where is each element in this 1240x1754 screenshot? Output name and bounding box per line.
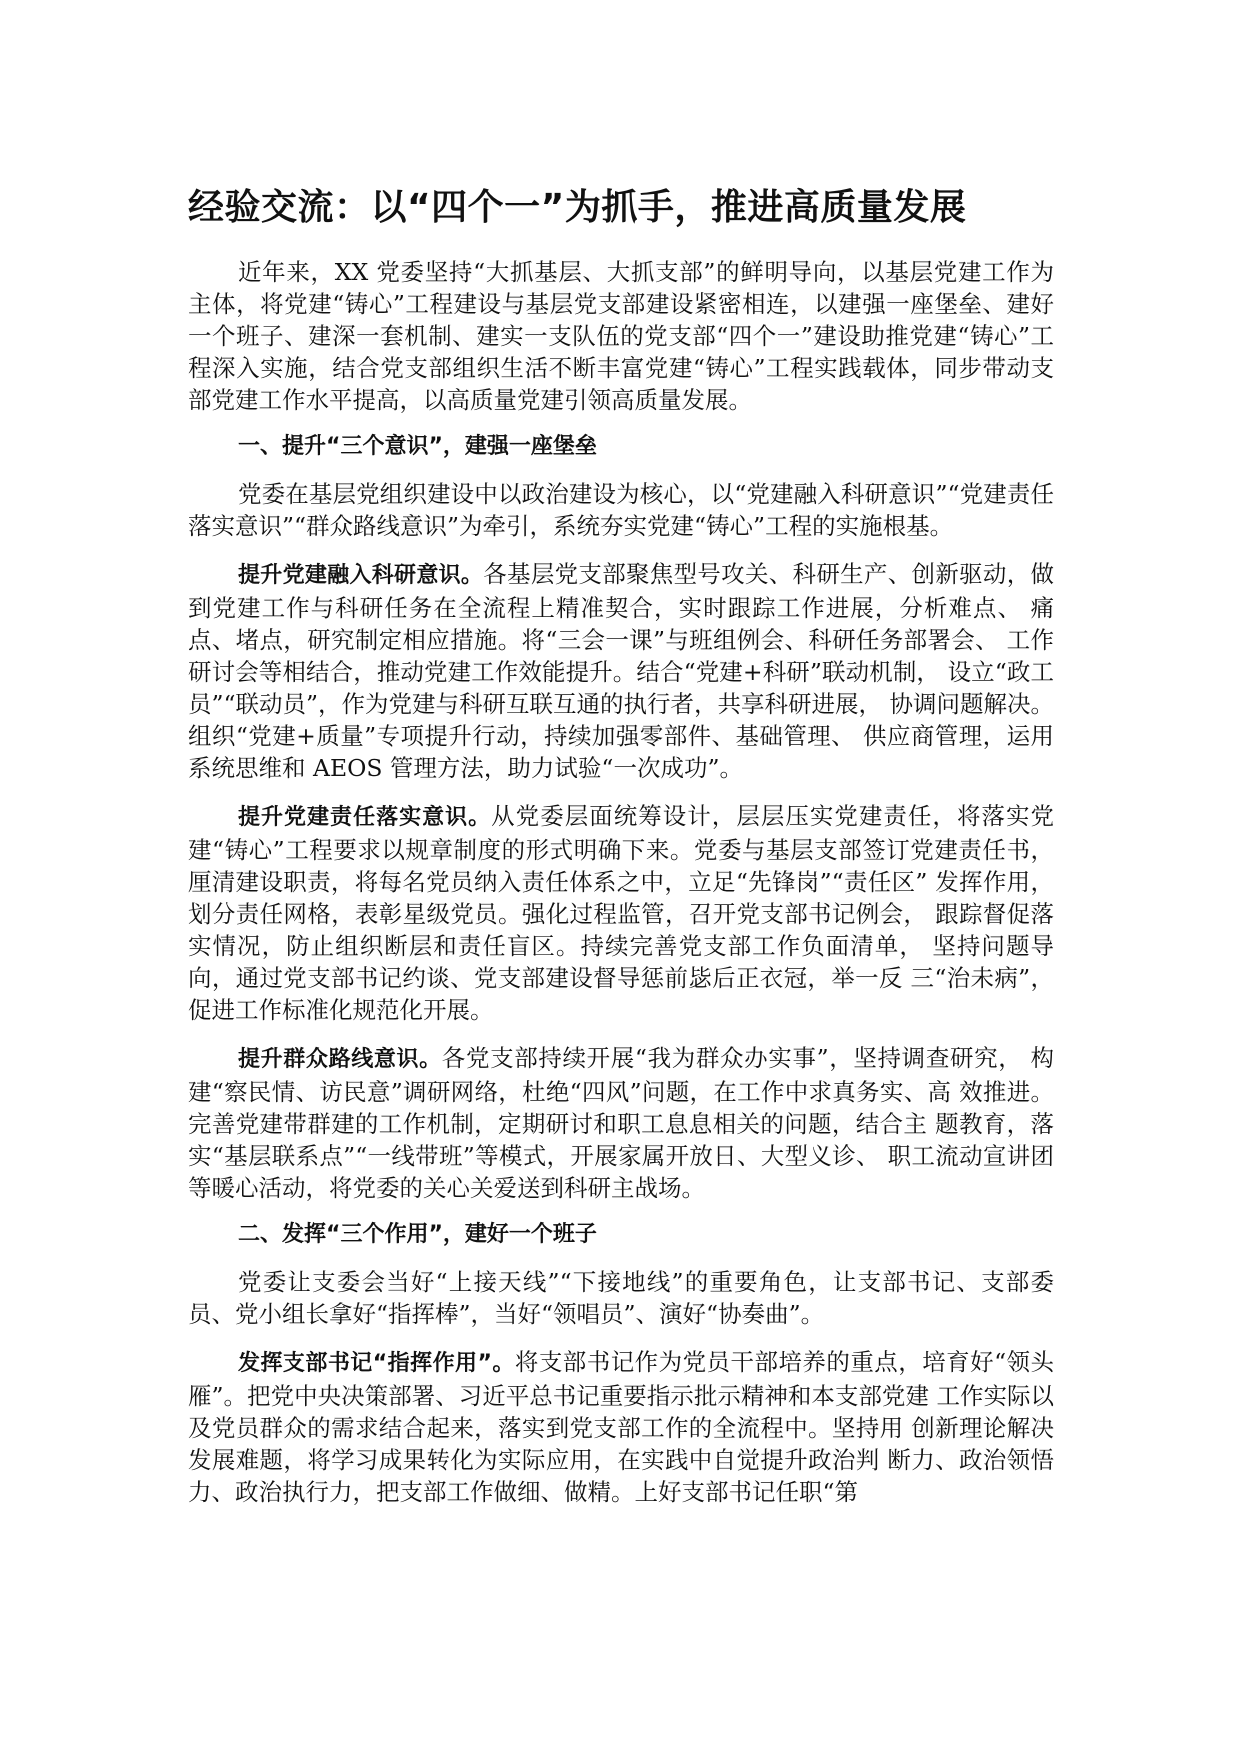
paragraph-lead: 发挥支部书记“指挥作用”。: [238, 1351, 515, 1376]
paragraph-lead: 提升群众路线意识。: [238, 1047, 442, 1072]
document-body: [188, 256, 1054, 1524]
paragraph-text: 各基层党支部聚焦型号攻关、科研生产、创新驱动，做到党建工作与科研任务在全流程上精准契合，实时跟踪工作进展，分析难点、 痛点、堵点，研究制定相应措施。将“三会一课”与班组例会、科研任务部署会、 工作研讨会等相结合，推动党建工作效能提升。结合“党建+科研”联动机制， 设立“政工员”“联动员”，作为党建与科研互联互通的执行者，共享科研进展， 协调问题解决。组织“党建+质量”专项提升行动，持续加强零部件、基础管理、 供应商管理，运用系统思维和 AEOS 管理方法，助力试验“一次成功”。: [188, 560, 1055, 782]
section-1-paragraph-1: [188, 558, 1054, 784]
paragraph-text: 将支部书记作为党员干部培养的重点，培育好“领头雁”。把党中央决策部署、习近平总书记重要指示批示精神和本支部党建 工作实际以及党员群众的需求结合起来，落实到党支部工作的全流程中。坚持用 创新理论解决发展难题，将学习成果转化为实际应用，在实践中自觉提升政治判 断力、政治领悟力、政治执行力，把支部工作做细、做精。上好支部书记任职“第: [188, 1348, 1055, 1506]
section-1-heading: 一、提升“三个意识”，建强一座堡垒: [238, 434, 597, 459]
section-2-paragraph-1: [188, 1346, 1054, 1508]
section-1-intro: 党委在基层党组织建设中以政治建设为核心，以“党建融入科研意识”“党建责任落实意识”“群众路线意识”为牵引，系统夯实党建“铸心”工程的实施根基。: [188, 480, 1054, 540]
paragraph-lead: 提升党建融入科研意识。: [238, 563, 484, 588]
section-1-paragraph-2: [188, 800, 1054, 1026]
intro-paragraph: 近年来，XX 党委坚持“大抓基层、大抓支部”的鲜明导向，以基层党建工作为主体，将党建“铸心”工程建设与基层党支部建设紧密相连，以建强一座堡垒、建好一个班子、建深一套机制、建实一支队伍的党支部“四个一”建设助推党建“铸心”工程深入实施，结合党支部组织生活不断丰富党建“铸心”工程实践载体，同步带动支部党建工作水平提高，以高质量党建引领高质量发展。: [188, 258, 1054, 414]
section-2-intro: 党委让支委会当好“上接天线”“下接地线”的重要角色，让支部书记、支部委员、党小组长拿好“指挥棒”，当好“领唱员”、演好“协奏曲”。: [188, 1268, 1054, 1328]
paragraph-text: 各党支部持续开展“我为群众办实事”，坚持调查研究， 构建“察民情、访民意”调研网络，杜绝“四风”问题，在工作中求真务实、高 效推进。完善党建带群建的工作机制，定期研讨和职工息息相关的问题，结合主 题教育，落实“基层联系点”“一线带班”等模式，开展家属开放日、大型义诊、 职工流动宣讲团等暖心活动，将党委的关心关爱送到科研主战场。: [188, 1044, 1054, 1202]
document-title: 经验交流：以“四个一”为抓手，推进高质量发展: [188, 187, 967, 228]
section-1-paragraph-3: [188, 1042, 1054, 1204]
paragraph-text: 从党委层面统筹设计，层层压实党建责任，将落实党建“铸心”工程要求以规章制度的形式明确下来。党委与基层支部签订党建责任书，厘清建设职责，将每名党员纳入责任体系之中，立足“先锋岗”“责任区” 发挥作用，划分责任网格，表彰星级党员。强化过程监管，召开党支部书记例会， 跟踪督促落实情况，防止组织断层和责任盲区。持续完善党支部工作负面清单， 坚持问题导向，通过党支部书记约谈、党支部建设督导惩前毖后正衣冠，举一反 三“治未病”，促进工作标准化规范化开展。: [188, 802, 1054, 1024]
section-2-heading: 二、发挥“三个作用”，建好一个班子: [238, 1222, 597, 1247]
paragraph-lead: 提升党建责任落实意识。: [238, 805, 492, 830]
